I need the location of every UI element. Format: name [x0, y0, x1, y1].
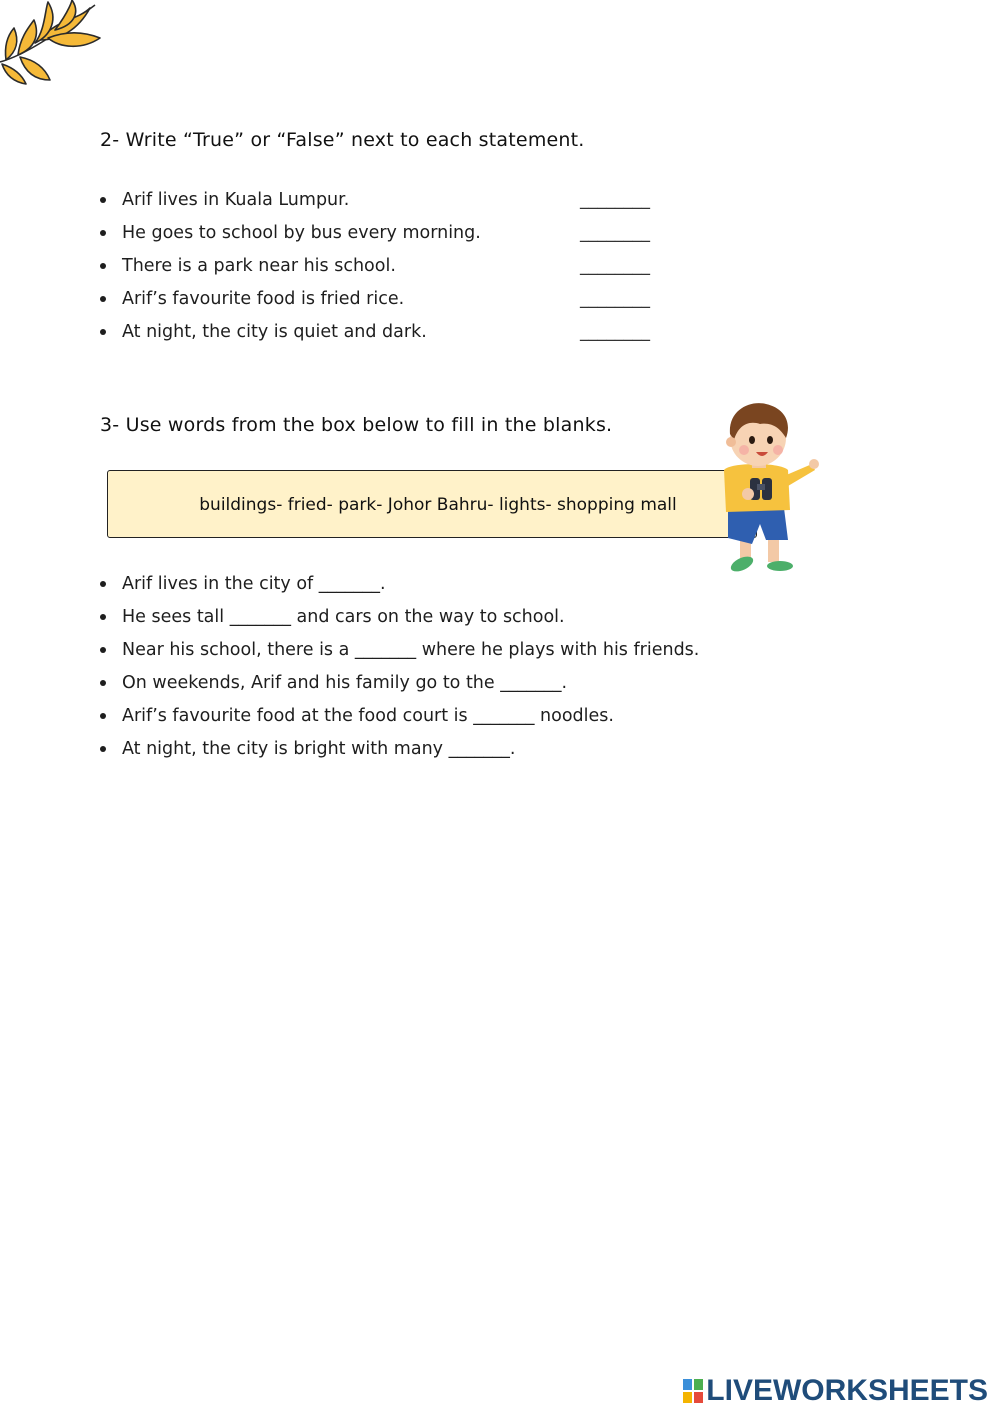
answer-blank[interactable]: ________	[580, 322, 650, 342]
answer-blank[interactable]: ________	[580, 289, 650, 309]
bullet-icon	[100, 197, 106, 203]
liveworksheets-logo-text: LIVEWORKSHEETS	[706, 1374, 988, 1407]
boy-with-binoculars-illustration	[700, 398, 825, 578]
sentence-text[interactable]: At night, the city is bright with many _______.	[122, 739, 516, 759]
bullet-icon	[100, 296, 106, 302]
list-item	[100, 221, 700, 254]
bullet-icon	[100, 746, 106, 752]
bullet-icon	[100, 680, 106, 686]
sentence-text[interactable]: On weekends, Arif and his family go to the _______.	[122, 673, 568, 693]
fill-in-blanks-list	[100, 572, 800, 770]
statement-text: There is a park near his school.	[122, 256, 396, 276]
liveworksheets-logo-icon	[683, 1379, 703, 1403]
list-item	[100, 671, 800, 704]
bullet-icon	[100, 581, 106, 587]
list-item	[100, 704, 800, 737]
bullet-icon	[100, 329, 106, 335]
true-false-list	[100, 188, 700, 353]
bullet-icon	[100, 713, 106, 719]
bullet-icon	[100, 614, 106, 620]
answer-blank[interactable]: ________	[580, 223, 650, 243]
list-item	[100, 605, 800, 638]
word-box	[107, 470, 757, 538]
bullet-icon	[100, 230, 106, 236]
statement-text: He goes to school by bus every morning.	[122, 223, 481, 243]
list-item	[100, 737, 800, 770]
list-item	[100, 320, 700, 353]
word-box-text: buildings- fried- park- Johor Bahru- lights- shopping mall	[199, 495, 677, 515]
sentence-text[interactable]: Arif lives in the city of _______.	[122, 574, 386, 594]
section-2-title: 2- Write “True” or “False” next to each statement.	[100, 129, 585, 151]
bullet-icon	[100, 263, 106, 269]
section-3-title: 3- Use words from the box below to fill in the blanks.	[100, 414, 613, 436]
sentence-text[interactable]: He sees tall _______ and cars on the way to school.	[122, 607, 565, 627]
list-item	[100, 254, 700, 287]
list-item	[100, 287, 700, 320]
answer-blank[interactable]: ________	[580, 190, 650, 210]
sentence-text[interactable]: Arif’s favourite food at the food court is _______ noodles.	[122, 706, 614, 726]
list-item	[100, 188, 700, 221]
statement-text: Arif’s favourite food is fried rice.	[122, 289, 405, 309]
leaf-branch-decoration	[0, 0, 110, 90]
answer-blank[interactable]: ________	[580, 256, 650, 276]
list-item	[100, 638, 800, 671]
statement-text: At night, the city is quiet and dark.	[122, 322, 427, 342]
list-item	[100, 572, 800, 605]
statement-text: Arif lives in Kuala Lumpur.	[122, 190, 350, 210]
bullet-icon	[100, 647, 106, 653]
sentence-text[interactable]: Near his school, there is a _______ where he plays with his friends.	[122, 640, 700, 660]
liveworksheets-logo[interactable]	[683, 1374, 988, 1408]
